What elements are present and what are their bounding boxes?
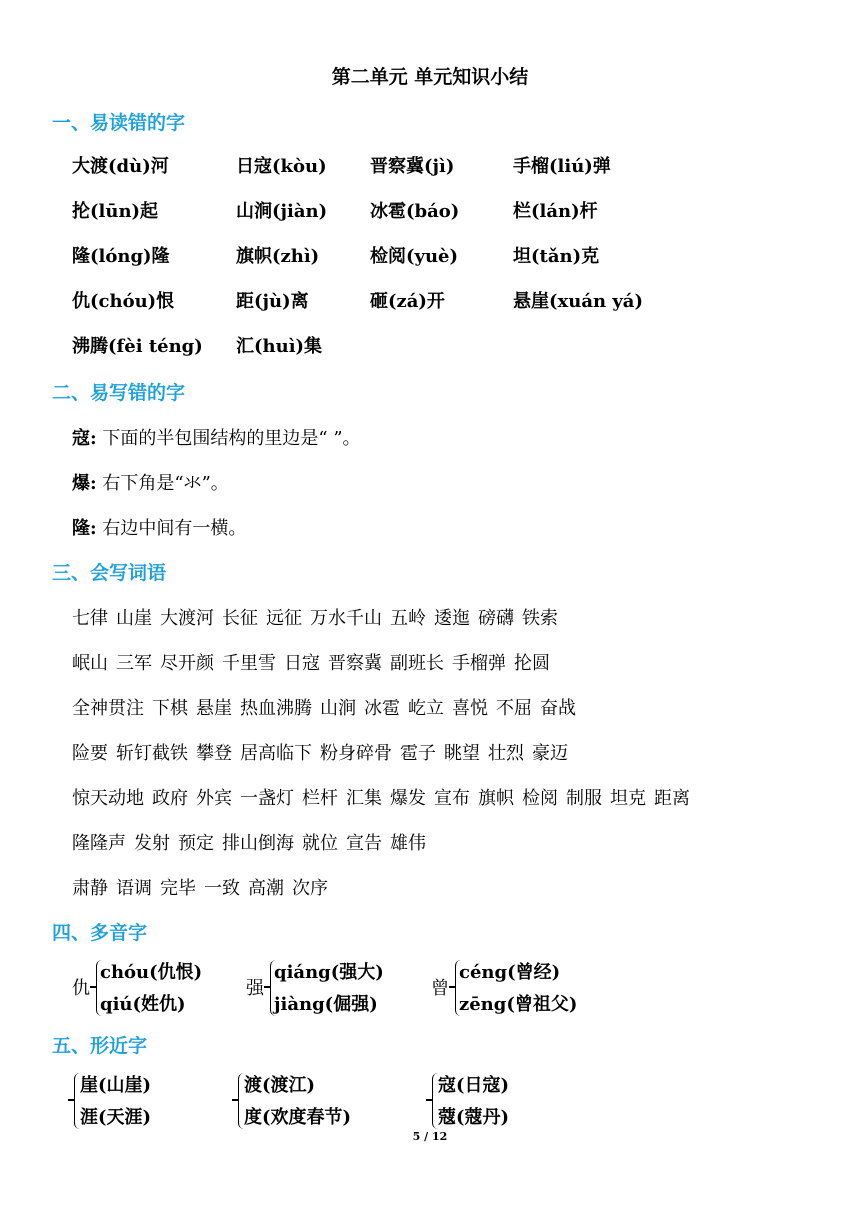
section-heading-similar: 五、形近字	[52, 1035, 148, 1057]
vocab-line	[72, 604, 566, 630]
misread-item: 旗帜(zhì)	[236, 246, 320, 267]
vocab-word: 三军	[116, 653, 152, 674]
vocab-word: 山崖	[116, 608, 152, 629]
vocab-word: 一盏灯	[240, 788, 294, 809]
vocab-line	[72, 784, 698, 810]
section-heading-misread: 一、易读错的字	[52, 112, 186, 134]
vocab-word: 手榴弹	[452, 653, 506, 674]
vocab-word: 旗帜	[478, 788, 514, 809]
page-title: 第二单元 单元知识小结	[331, 66, 529, 88]
vocab-word: 晋察冀	[328, 653, 382, 674]
miswrite-char: 隆:	[72, 518, 97, 539]
misread-item: 悬崖(xuán yá)	[513, 291, 643, 312]
miswrite-char: 爆:	[72, 473, 97, 494]
vocab-word: 抡圆	[514, 653, 550, 674]
vocab-word: 喜悦	[452, 698, 488, 719]
vocab-word: 检阅	[522, 788, 558, 809]
misread-item: 抡(lūn)起	[72, 201, 159, 222]
vocab-word: 热血沸腾	[240, 698, 312, 719]
vocab-word: 悬崖	[196, 698, 232, 719]
miswrite-text: 右下角是“氺”。	[102, 473, 229, 494]
similar-item: 度(欢度春节)	[244, 1107, 352, 1128]
vocab-word: 雹子	[400, 743, 436, 764]
similar-item: 涯(天涯)	[80, 1107, 152, 1128]
misread-item: 日寇(kòu)	[236, 156, 327, 177]
vocab-word: 岷山	[72, 653, 108, 674]
vocab-word: 发射	[134, 833, 170, 854]
vocab-word: 逶迤	[434, 608, 470, 629]
vocab-word: 长征	[222, 608, 258, 629]
miswrite-text: 下面的半包围结构的里边是“ ”。	[102, 428, 361, 449]
misread-item: 大渡(dù)河	[72, 156, 169, 177]
miswrite-item	[72, 424, 361, 450]
polyphone-reading: zēng(曾祖父)	[459, 994, 578, 1015]
vocab-word: 眺望	[444, 743, 480, 764]
miswrite-char: 寇:	[72, 428, 97, 449]
misread-item: 距(jù)离	[236, 291, 309, 312]
section-heading-miswrite: 二、易写错的字	[52, 382, 186, 404]
vocab-word: 壮烈	[488, 743, 524, 764]
misread-item: 沸腾(fèi téng)	[72, 336, 203, 357]
vocab-word: 屹立	[408, 698, 444, 719]
vocab-word: 奋战	[540, 698, 576, 719]
vocab-word: 冰雹	[364, 698, 400, 719]
page-number: 5 / 12	[412, 1130, 448, 1143]
misread-item: 隆(lóng)隆	[72, 246, 170, 267]
similar-item: 寇(日寇)	[438, 1075, 510, 1096]
vocab-word: 排山倒海	[222, 833, 294, 854]
miswrite-text: 右边中间有一横。	[102, 518, 247, 539]
vocab-word: 远征	[266, 608, 302, 629]
vocab-word: 险要	[72, 743, 108, 764]
similar-group	[432, 1071, 582, 1133]
vocab-word: 隆隆声	[72, 833, 126, 854]
misread-item: 汇(huì)集	[236, 336, 323, 357]
vocab-word: 栏杆	[302, 788, 338, 809]
vocab-word: 肃静	[72, 878, 108, 899]
vocab-word: 外宾	[196, 788, 232, 809]
polyphone-char: 曾	[431, 978, 449, 999]
vocab-word: 千里雪	[222, 653, 276, 674]
vocab-word: 五岭	[390, 608, 426, 629]
vocab-line	[72, 694, 584, 720]
vocab-word: 攀登	[196, 743, 232, 764]
similar-item: 崖(山崖)	[80, 1075, 152, 1096]
vocab-line	[72, 649, 558, 675]
misread-item: 晋察冀(jì)	[370, 156, 455, 177]
vocab-word: 豪迈	[532, 743, 568, 764]
similar-group	[74, 1071, 224, 1133]
vocab-word: 全神贯注	[72, 698, 144, 719]
vocab-word: 斩钉截铁	[116, 743, 188, 764]
vocab-word: 副班长	[390, 653, 444, 674]
vocab-word: 一致	[204, 878, 240, 899]
polyphone-reading: qiú(姓仇)	[100, 994, 186, 1015]
vocab-word: 宣告	[346, 833, 382, 854]
polyphone-group	[431, 958, 611, 1020]
vocab-word: 日寇	[284, 653, 320, 674]
vocab-word: 次序	[292, 878, 328, 899]
miswrite-item	[72, 469, 229, 495]
vocab-word: 居高临下	[240, 743, 312, 764]
similar-item: 渡(渡江)	[244, 1075, 316, 1096]
vocab-word: 大渡河	[160, 608, 214, 629]
misread-item: 仇(chóu)恨	[72, 291, 175, 312]
vocab-word: 尽开颜	[160, 653, 214, 674]
polyphone-reading: chóu(仇恨)	[100, 962, 203, 983]
section-heading-polyphones: 四、多音字	[52, 922, 148, 944]
vocab-word: 雄伟	[390, 833, 426, 854]
vocab-word: 不屈	[496, 698, 532, 719]
vocab-line	[72, 829, 434, 855]
vocab-word: 就位	[302, 833, 338, 854]
vocab-word: 距离	[654, 788, 690, 809]
polyphone-reading: qiáng(强大)	[274, 962, 384, 983]
misread-item: 冰雹(báo)	[370, 201, 460, 222]
misread-item: 手榴(liú)弹	[513, 156, 611, 177]
similar-item: 蔻(蔻丹)	[438, 1107, 510, 1128]
vocab-word: 磅礴	[478, 608, 514, 629]
vocab-word: 政府	[152, 788, 188, 809]
misread-item: 坦(tǎn)克	[513, 246, 600, 267]
vocab-word: 完毕	[160, 878, 196, 899]
similar-group	[238, 1071, 398, 1133]
vocab-word: 万水千山	[310, 608, 382, 629]
vocab-word: 山涧	[320, 698, 356, 719]
vocab-word: 坦克	[610, 788, 646, 809]
polyphone-char: 仇	[72, 978, 90, 999]
vocab-word: 汇集	[346, 788, 382, 809]
polyphone-reading: jiàng(倔强)	[274, 994, 378, 1015]
misread-item: 检阅(yuè)	[370, 246, 459, 267]
vocab-line	[72, 739, 576, 765]
vocab-word: 铁索	[522, 608, 558, 629]
polyphone-group	[72, 958, 232, 1020]
vocab-word: 粉身碎骨	[320, 743, 392, 764]
miswrite-item	[72, 514, 246, 540]
misread-item: 栏(lán)杆	[513, 201, 598, 222]
vocab-word: 下棋	[152, 698, 188, 719]
vocab-word: 语调	[116, 878, 152, 899]
vocab-word: 制服	[566, 788, 602, 809]
section-heading-vocab: 三、会写词语	[52, 562, 167, 584]
vocab-word: 爆发	[390, 788, 426, 809]
vocab-word: 高潮	[248, 878, 284, 899]
vocab-word: 预定	[178, 833, 214, 854]
misread-item: 山涧(jiàn)	[236, 201, 328, 222]
vocab-word: 惊天动地	[72, 788, 144, 809]
misread-item: 砸(zá)开	[370, 291, 445, 312]
polyphone-group	[246, 958, 416, 1020]
polyphone-reading: céng(曾经)	[459, 962, 561, 983]
vocab-word: 七律	[72, 608, 108, 629]
vocab-line	[72, 874, 336, 900]
polyphone-char: 强	[246, 978, 264, 999]
vocab-word: 宣布	[434, 788, 470, 809]
